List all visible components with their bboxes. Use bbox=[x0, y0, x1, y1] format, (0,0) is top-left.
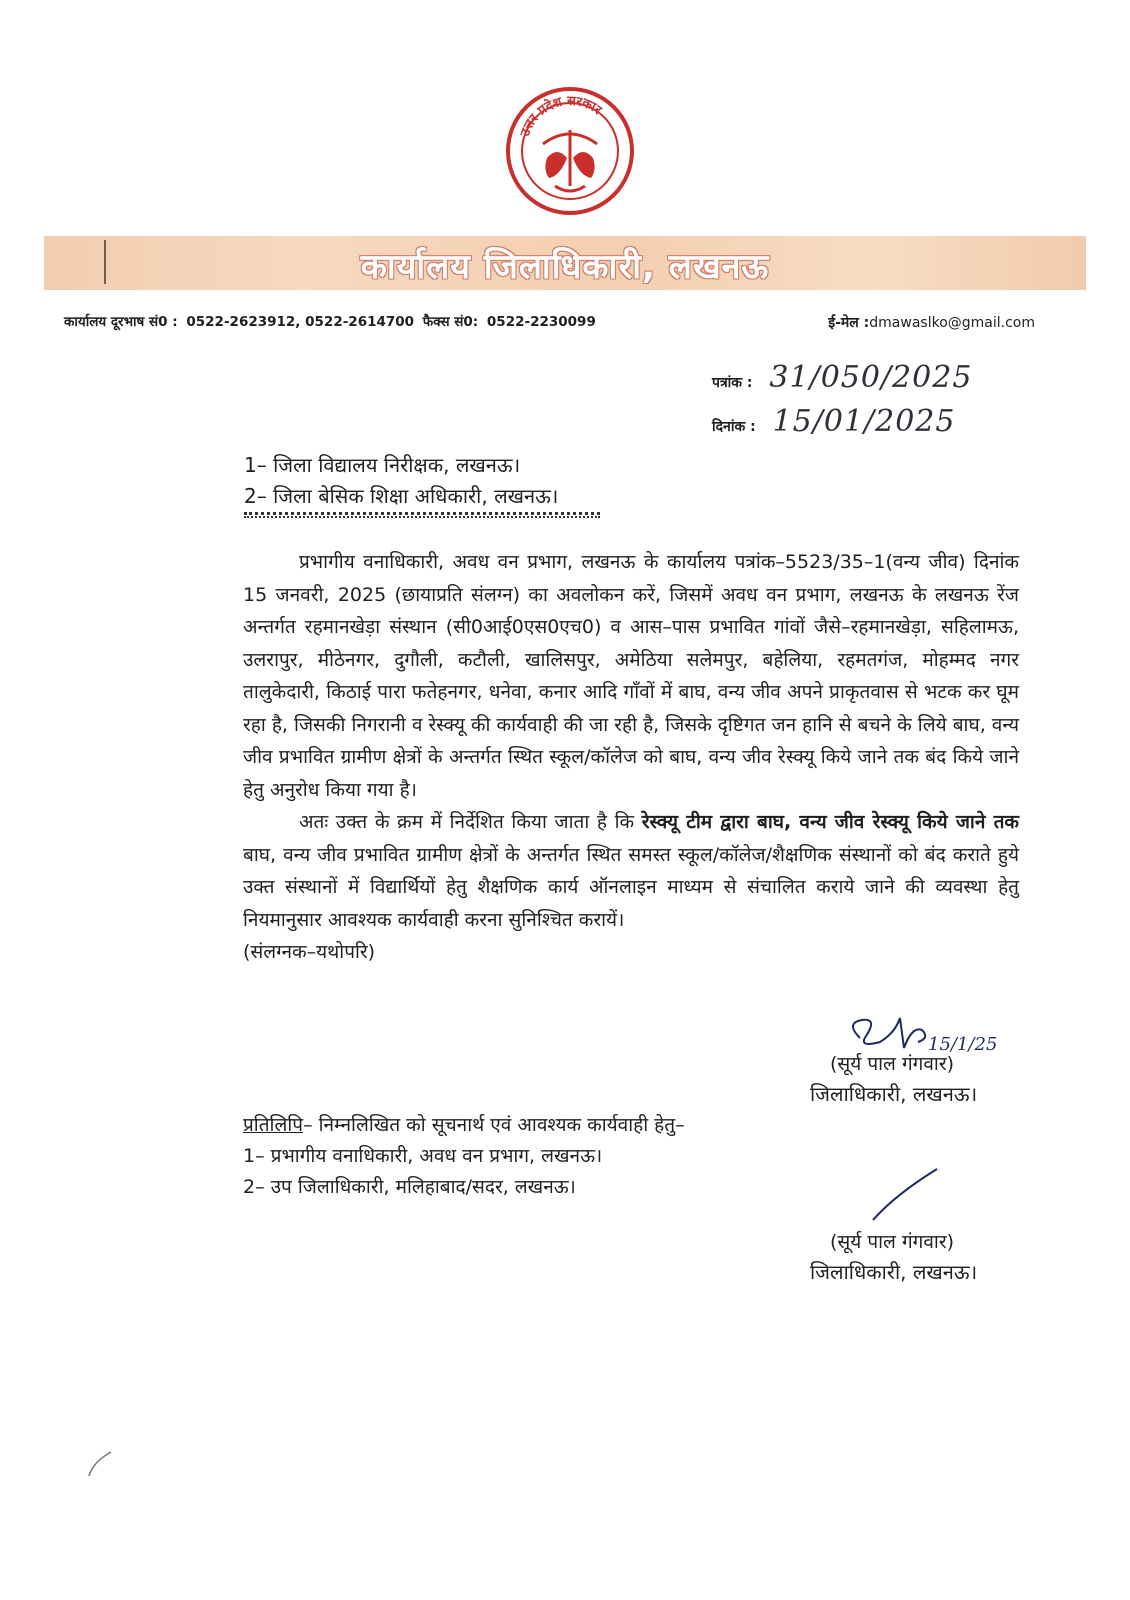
para2-end: बाघ, वन्य जीव प्रभावित ग्रामीण क्षेत्रों के अन्तर्गत स्थित समस्त स्कूल/कॉलेज/शैक्षणिक संस्थानों को बंद कराते हुये उक्त संस्थानों में विद्यार्थियों हेतु शैक्षणिक कार्य ऑनलाइन माध्यम से संचालित कराये जाने की व्यवस्था हेतु नियमानुसार आवश्यक कार्यवाही करना सुनिश्चित करायें। bbox=[243, 843, 1019, 931]
phone-numbers: 0522-2623912, 0522-2614700 bbox=[186, 314, 415, 330]
dotted-divider bbox=[244, 516, 600, 518]
pen-mark bbox=[85, 1448, 115, 1478]
email-line bbox=[828, 313, 1035, 332]
letter-number-label: पत्रांक : bbox=[712, 375, 753, 391]
addressee-list bbox=[244, 450, 558, 512]
emblem-text: उत्तर प्रदेश सरकार bbox=[517, 93, 605, 139]
office-title: कार्यालय जिलाधिकारी, लखनऊ bbox=[360, 247, 770, 287]
letter-number-row bbox=[712, 360, 972, 395]
fax-label: फैक्स सं0: bbox=[422, 314, 479, 330]
copy-to-block bbox=[243, 1110, 685, 1203]
office-banner bbox=[44, 236, 1086, 290]
copy-to-heading: प्रतिलिपि bbox=[243, 1114, 304, 1136]
contact-line bbox=[64, 312, 600, 330]
copy-to-heading-row bbox=[243, 1110, 685, 1141]
dotted-divider bbox=[244, 512, 600, 515]
signature-date: 15/1/25 bbox=[928, 1034, 998, 1055]
signatory-name: (सूर्य पाल गंगवार) bbox=[830, 1053, 955, 1075]
body-paragraph-1: प्रभागीय वनाधिकारी, अवध वन प्रभाग, लखनऊ के कार्यालय पत्रांक–5523/35–1(वन्य जीव) दिनांक 15 जनवरी, 2025 (छायाप्रति संलग्न) का अवलोकन करें, जिसमें अवध वन प्रभाग, लखनऊ के लखनऊ रेंज अन्तर्गत रहमानखेड़ा संस्थान (सी0आई0एस0एच0) व आस–पास प्रभावित गांवों जैसे–रहमानखेड़ा, सहिलामऊ, उलरापुर, मीठेनगर, दुगौली, कटौली, खालिसपुर, अमेठिया सलेमपुर, बहेलिया, रहमतगंज, मोहम्मद नगर तालुकेदारी, किठाई पारा फतेहनगर, धनेवा, कनार आदि गाँवों में बाघ, वन्य जीव अपने प्राकृतवास से भटक कर घूम रहा है, जिसकी निगरानी व रेस्क्यू की कार्यवाही की जा रही है, जिसके दृष्टिगत जन हानि से बचने के लिये बाघ, वन्य जीव प्रभावित ग्रामीण क्षेत्रों के अन्तर्गत स्थित स्कूल/कॉलेज को बाघ, वन्य जीव रेस्क्यू किये जाने तक बंद किये जाने हेतु अनुरोध किया गया है। bbox=[243, 551, 1020, 801]
para2-start: अतः उक्त के क्रम में निर्देशित किया जाता है कि bbox=[299, 811, 642, 833]
addressee-item: 1– जिला विद्यालय निरीक्षक, लखनऊ। bbox=[244, 453, 521, 477]
email-address: dmawaslko@gmail.com bbox=[869, 315, 1035, 331]
fax-number: 0522-2230099 bbox=[486, 314, 596, 330]
initial-stroke bbox=[865, 1165, 945, 1225]
date-row bbox=[712, 404, 955, 439]
letter-date: 15/01/2025 bbox=[772, 404, 956, 439]
email-label: ई-मेल : bbox=[828, 315, 870, 331]
signatory-name: (सूर्य पाल गंगवार) bbox=[830, 1231, 955, 1253]
body-paragraph-2 bbox=[243, 806, 1019, 936]
up-government-emblem bbox=[505, 86, 635, 216]
enclosure-note: (संलग्नक–यथोपरि) bbox=[243, 941, 376, 963]
signatory-designation: जिलाधिकारी, लखनऊ। bbox=[810, 1260, 978, 1284]
copy-to-item: 2– उप जिलाधिकारी, मलिहाबाद/सदर, लखनऊ। bbox=[243, 1176, 576, 1198]
addressee-item: 2– जिला बेसिक शिक्षा अधिकारी, लखनऊ। bbox=[244, 484, 559, 508]
copy-to-intro: – निम्नलिखित को सूचनार्थ एवं आवश्यक कार्यवाही हेतु– bbox=[303, 1114, 685, 1136]
para2-emphasis: रेस्क्यू टीम द्वारा बाघ, वन्य जीव रेस्क्यू किये जाने तक bbox=[641, 811, 1019, 833]
signatory-designation: जिलाधिकारी, लखनऊ। bbox=[810, 1082, 978, 1106]
date-label: दिनांक : bbox=[712, 419, 756, 435]
letter-body bbox=[243, 546, 1019, 969]
letter-number: 31/050/2025 bbox=[769, 360, 973, 395]
copy-to-item: 1– प्रभागीय वनाधिकारी, अवध वन प्रभाग, लखनऊ। bbox=[243, 1145, 603, 1167]
phone-label: कार्यालय दूरभाष सं0 : bbox=[64, 314, 178, 330]
